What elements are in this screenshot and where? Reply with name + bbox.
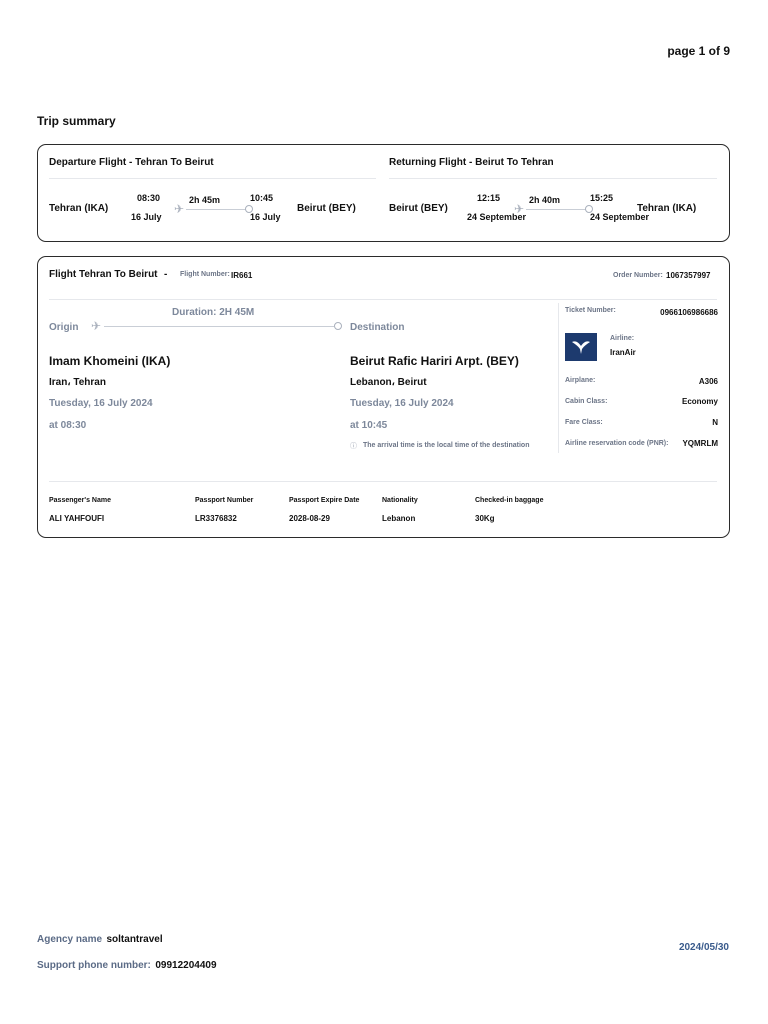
agency-name: soltantravel [106,934,163,945]
destination-time: at 10:45 [350,420,388,431]
origin-time: at 08:30 [49,420,87,431]
nationality: Lebanon [382,514,416,523]
departure-duration: 2h 45m [189,195,221,205]
passport-number-header: Passport Number [195,497,254,504]
agency-line [37,929,163,947]
return-arr-date: 24 September [590,212,650,222]
flight-title: Flight Tehran To Beirut [49,269,158,280]
support-phone-label: Support phone number: [37,960,151,971]
return-duration: 2h 40m [529,195,561,205]
passport-expire-date: 2028-08-29 [289,514,330,523]
trip-summary-title: Trip summary [37,114,116,128]
pnr-label: Airline reservation code (PNR): [565,440,669,447]
origin-city: Iran، Tehran [49,377,106,388]
passenger-name: ALI YAHFOUFI [49,514,105,523]
departure-dep-date: 16 July [131,212,162,222]
airplane-label: Airplane: [565,377,596,384]
support-phone-line [37,955,217,973]
flight-number-label: Flight Number: [180,271,230,278]
departure-from: Tehran (IKA) [49,203,109,214]
destination-airport: Beirut Rafic Hariri Arpt. (BEY) [350,354,519,368]
page-number: page 1 of 9 [667,44,730,58]
flight-title-separator: - [164,269,168,280]
returning-flight-title: Returning Flight - Beirut To Tehran [389,157,554,168]
divider [49,178,376,179]
cabin-class-value: Economy [681,397,718,406]
return-arr-time: 15:25 [590,193,614,203]
baggage-header: Checked-in baggage [475,497,544,504]
route-line [526,209,586,210]
route-line [186,209,246,210]
pnr-value: YQMRLM [682,439,718,448]
plane-icon: ✈ [91,319,102,333]
trip-summary-card [37,144,730,242]
departure-dep-time: 08:30 [137,193,161,203]
route-line [104,326,334,327]
destination-date: Tuesday, 16 July 2024 [350,398,454,409]
return-dep-date: 24 September [467,212,527,222]
destination-city: Lebanon، Beirut [350,377,427,388]
nationality-header: Nationality [382,497,418,504]
flight-details-card [37,256,730,538]
airline-name: IranAir [610,348,636,357]
ticket-number: 0966106986686 [660,308,718,317]
fare-class-label: Fare Class: [565,419,603,426]
support-phone: 09912204409 [155,960,217,971]
departure-to: Beirut (BEY) [297,203,356,214]
flight-number: IR661 [231,271,253,280]
cabin-class-label: Cabin Class: [565,398,608,405]
fare-class-value: N [712,418,718,427]
ticket-number-label: Ticket Number: [565,307,616,314]
return-from: Beirut (BEY) [389,203,448,214]
order-number: 1067357997 [666,271,711,280]
passport-expire-header: Passport Expire Date [289,497,360,504]
destination-label: Destination [350,322,405,333]
departure-arr-time: 10:45 [250,193,274,203]
passenger-name-header: Passenger's Name [49,497,111,504]
flight-duration: Duration: 2H 45M [172,307,255,318]
divider [49,299,717,300]
divider [49,481,717,482]
order-number-label: Order Number: [613,272,663,279]
column-divider [558,303,559,453]
info-icon: ⓘ [350,443,357,450]
homa-bird-icon [570,338,592,356]
plane-icon: ✈ [174,202,185,216]
airline-label: Airline: [610,335,635,342]
departure-flight-title: Departure Flight - Tehran To Beirut [49,157,214,168]
iranair-logo [565,333,597,361]
origin-airport: Imam Khomeini (IKA) [49,354,171,368]
destination-circle-icon [334,322,342,330]
agency-label: Agency name [37,934,103,945]
return-to: Tehran (IKA) [637,203,697,214]
divider [389,178,717,179]
passport-number: LR3376832 [195,514,237,523]
document-date: 2024/05/30 [678,942,729,953]
return-dep-time: 12:15 [477,193,501,203]
departure-arr-date: 16 July [250,212,281,222]
airplane-value: A306 [698,377,718,386]
checked-baggage: 30Kg [475,514,495,523]
arrival-time-note: The arrival time is the local time of the destination [363,442,530,449]
plane-icon: ✈ [514,202,525,216]
origin-date: Tuesday, 16 July 2024 [49,398,153,409]
origin-label: Origin [49,322,79,333]
